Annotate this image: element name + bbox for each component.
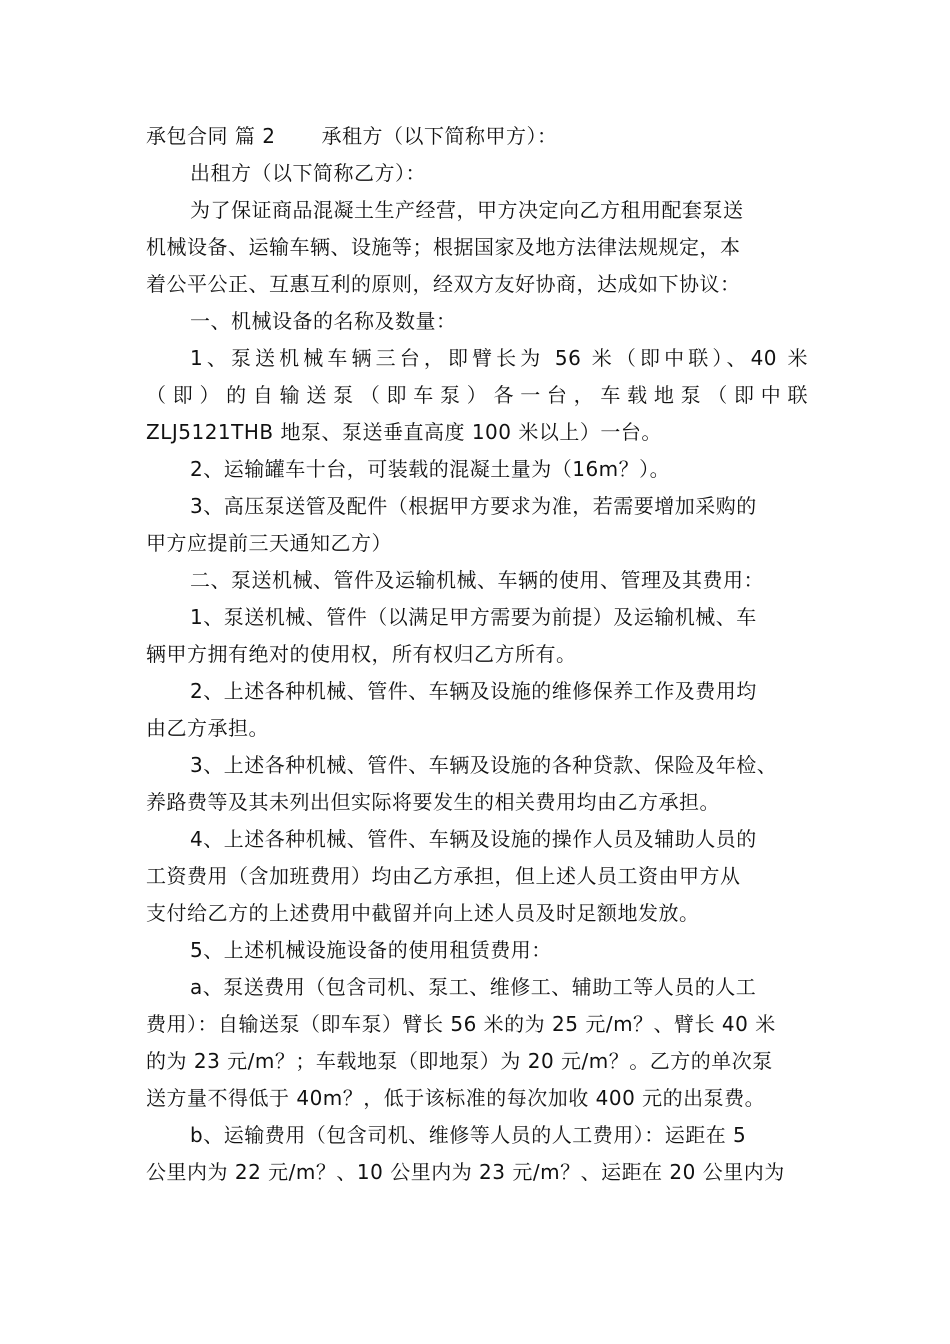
text-line: 4、上述各种机械、管件、车辆及设施的操作人员及辅助人员的 — [190, 827, 757, 851]
text-line: 公里内为 22 元/m？、10 公里内为 23 元/m？、运距在 20 公里内为 — [146, 1160, 785, 1184]
text-line: 1、泵送机械、管件（以满足甲方需要为前提）及运输机械、车 — [190, 605, 757, 629]
text-line: 3、高压泵送管及配件（根据甲方要求为准，若需要增加采购的 — [190, 494, 757, 518]
text-line: 2、运输罐车十台，可装载的混凝土量为（16m？）。 — [190, 457, 671, 481]
text-line: 一、机械设备的名称及数量： — [190, 309, 457, 333]
lessee-label: 承租方（以下简称甲方）： — [321, 124, 558, 148]
text-line: 机械设备、运输车辆、设施等；根据国家及地方法律法规规定，本 — [146, 235, 741, 259]
text-line: 2、上述各种机械、管件、车辆及设施的维修保养工作及费用均 — [190, 679, 757, 703]
document-page — [146, 118, 808, 1191]
text-line: 甲方应提前三天通知乙方） — [146, 531, 392, 555]
text-line: 送方量不得低于 40m？，低于该标准的每次加收 400 元的出泵费。 — [146, 1086, 766, 1110]
text-line: 为了保证商品混凝土生产经营，甲方决定向乙方租用配套泵送 — [190, 198, 744, 222]
document-body — [146, 155, 808, 1191]
text-line: 3、上述各种机械、管件、车辆及设施的各种贷款、保险及年检、 — [190, 753, 778, 777]
text-line: 1、泵送机械车辆三台，即臂长为 56 米（即中联）、40 米 — [190, 346, 808, 370]
text-line: （即）的自输送泵（即车泵）各一台，车载地泵（即中联 — [146, 383, 808, 407]
text-line: b、运输费用（包含司机、维修等人员的人工费用）：运距在 5 — [190, 1123, 747, 1147]
text-line: 支付给乙方的上述费用中截留并向上述人员及时足额地发放。 — [146, 901, 700, 925]
text-line: 辆甲方拥有绝对的使用权，所有权归乙方所有。 — [146, 642, 577, 666]
text-line: ZLJ5121THB 地泵、泵送垂直高度 100 米以上）一台。 — [146, 420, 662, 444]
text-line: 5、上述机械设施设备的使用租赁费用： — [190, 938, 552, 962]
text-line: 由乙方承担。 — [146, 716, 269, 740]
text-line: 二、泵送机械、管件及运输机械、车辆的使用、管理及其费用： — [190, 568, 764, 592]
text-line: 的为 23 元/m？；车载地泵（即地泵）为 20 元/m？。乙方的单次泵 — [146, 1049, 773, 1073]
text-line: 着公平公正、互惠互利的原则，经双方友好协商，达成如下协议： — [146, 272, 741, 296]
contract-title: 承包合同 篇 2 — [146, 124, 276, 148]
text-line: 养路费等及其未列出但实际将要发生的相关费用均由乙方承担。 — [146, 790, 720, 814]
text-line: 费用）：自输送泵（即车泵）臂长 56 米的为 25 元/m？、臂长 40 米 — [146, 1012, 776, 1036]
text-line: 出租方（以下简称乙方）： — [190, 161, 426, 185]
text-line: 工资费用（含加班费用）均由乙方承担，但上述人员工资由甲方从 — [146, 864, 741, 888]
header-line — [146, 118, 808, 155]
text-line: a、泵送费用（包含司机、泵工、维修工、辅助工等人员的人工 — [190, 975, 757, 999]
